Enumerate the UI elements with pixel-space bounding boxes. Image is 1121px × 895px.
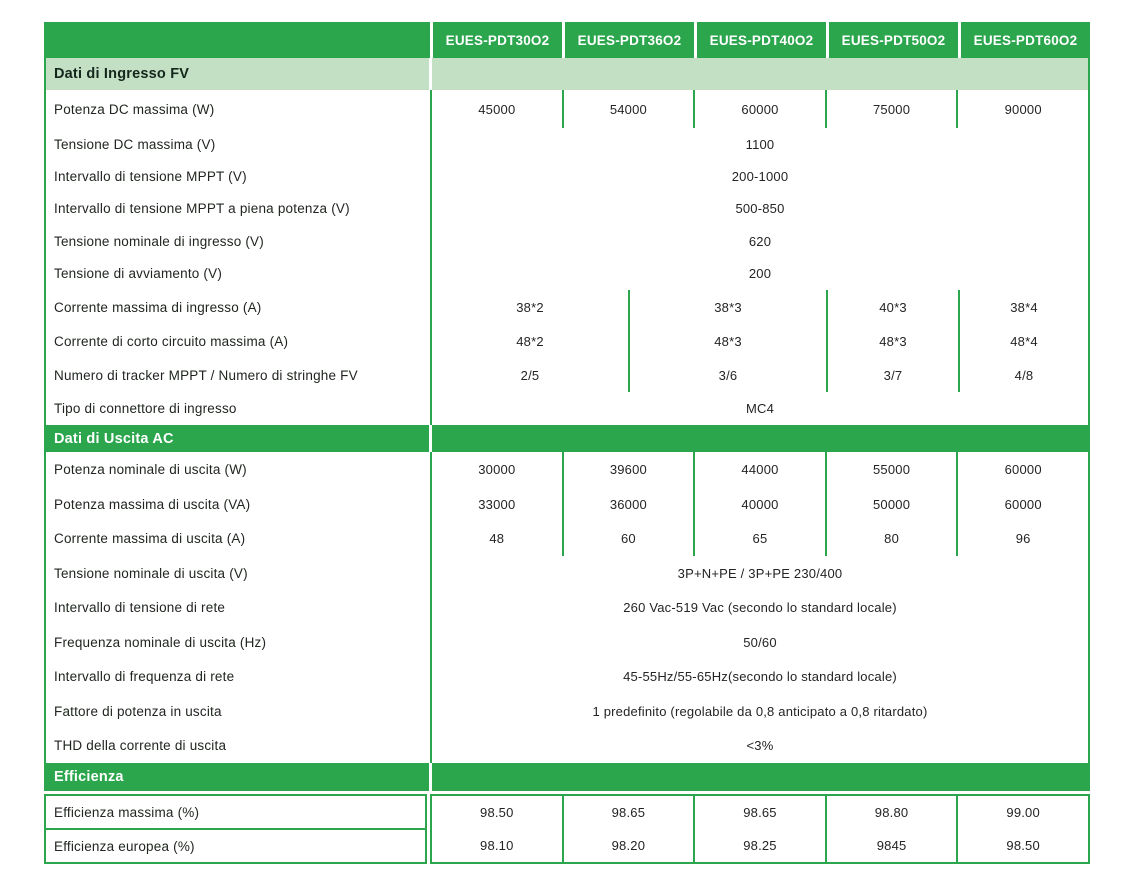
row-label: Corrente di corto circuito massima (A) bbox=[54, 333, 289, 349]
value-cell: 60 bbox=[620, 531, 636, 547]
spec-row-dc-voltage bbox=[46, 128, 1088, 160]
value-cell: 33000 bbox=[478, 496, 516, 512]
row-label: Frequenza nominale di uscita (Hz) bbox=[46, 625, 432, 659]
fv-block-values bbox=[432, 290, 1088, 392]
value-cell: 39600 bbox=[609, 461, 647, 477]
value-cell: 38*2 bbox=[516, 299, 544, 315]
spec-row-grid-voltage bbox=[46, 590, 1088, 625]
model-col-4 bbox=[827, 452, 959, 556]
table-header-row bbox=[44, 22, 1090, 58]
value-cell: 60000 bbox=[1004, 461, 1042, 477]
merged-col-2 bbox=[630, 290, 828, 392]
value-cell: 98.50 bbox=[1006, 838, 1040, 853]
value-cell: 98.50 bbox=[480, 805, 514, 820]
model-header-2: EUES-PDT36O2 bbox=[562, 22, 694, 58]
header-empty-cell bbox=[44, 22, 430, 58]
row-label: Tensione nominale di ingresso (V) bbox=[46, 225, 432, 257]
spec-row-dc-power bbox=[46, 90, 1088, 128]
value-span: 260 Vac-519 Vac (secondo lo standard locale) bbox=[623, 600, 897, 615]
value-cell: 98.65 bbox=[743, 805, 777, 820]
value-cell: 30000 bbox=[478, 461, 516, 477]
value-cell: 48 bbox=[489, 531, 505, 547]
value-span: 200 bbox=[748, 266, 772, 281]
row-label: Efficienza europea (%) bbox=[44, 830, 427, 864]
spec-row-thd bbox=[46, 728, 1088, 763]
row-label: THD della corrente di uscita bbox=[46, 728, 432, 763]
model-header-5: EUES-PDT60O2 bbox=[958, 22, 1090, 58]
value-cell: 9845 bbox=[876, 838, 907, 853]
spec-table bbox=[44, 22, 1090, 864]
ac-block-labels bbox=[46, 452, 432, 556]
model-col-1 bbox=[432, 452, 564, 556]
section-band-eff bbox=[46, 763, 1088, 791]
section-title-ac: Dati di Uscita AC bbox=[46, 425, 432, 452]
row-label: Intervallo di tensione di rete bbox=[46, 590, 432, 625]
efficiency-body bbox=[44, 791, 1090, 864]
efficiency-values bbox=[430, 794, 1090, 864]
value-cell: 48*2 bbox=[516, 333, 544, 349]
row-label: Tipo di connettore di ingresso bbox=[46, 392, 432, 425]
section-band-ac bbox=[46, 425, 1088, 452]
value-span: 50/60 bbox=[743, 634, 777, 650]
value-cell: 75000 bbox=[827, 90, 959, 128]
value-span: 620 bbox=[748, 233, 772, 249]
fv-block-labels bbox=[46, 290, 432, 392]
value-cell: 36000 bbox=[609, 496, 647, 512]
spec-row-nominal-freq bbox=[46, 625, 1088, 659]
value-cell: 60000 bbox=[1004, 496, 1042, 512]
value-cell: 38*3 bbox=[714, 299, 742, 315]
value-cell: 45000 bbox=[432, 90, 564, 128]
row-label: Potenza DC massima (W) bbox=[46, 90, 432, 128]
model-header-3: EUES-PDT40O2 bbox=[694, 22, 826, 58]
spec-row-nominal-in bbox=[46, 225, 1088, 257]
value-span: 3P+N+PE / 3P+PE 230/400 bbox=[677, 565, 843, 581]
value-cell: 60000 bbox=[695, 90, 827, 128]
model-col-2 bbox=[564, 796, 696, 862]
row-label: Tensione DC massima (V) bbox=[46, 128, 432, 160]
model-col-5 bbox=[958, 796, 1088, 862]
spec-row-power-factor bbox=[46, 694, 1088, 728]
model-col-3 bbox=[695, 796, 827, 862]
model-col-4 bbox=[827, 796, 959, 862]
value-cell: 2/5 bbox=[520, 367, 540, 383]
value-cell: 55000 bbox=[873, 461, 911, 477]
spec-row-nominal-voltage bbox=[46, 556, 1088, 590]
ac-per-model-block bbox=[46, 452, 1088, 556]
value-cell: 4/8 bbox=[1014, 367, 1034, 383]
model-col-2 bbox=[564, 452, 696, 556]
row-label: Efficienza massima (%) bbox=[44, 794, 427, 830]
model-header-4: EUES-PDT50O2 bbox=[826, 22, 958, 58]
fv-merged-block bbox=[46, 290, 1088, 392]
value-span: <3% bbox=[746, 738, 774, 753]
row-label: Intervallo di tensione MPPT a piena potenza (V) bbox=[46, 192, 432, 225]
value-cell: 98.80 bbox=[874, 805, 909, 820]
value-cell: 65 bbox=[752, 531, 768, 547]
value-cell: 98.25 bbox=[743, 838, 777, 853]
value-cell: 38*4 bbox=[1010, 299, 1038, 315]
value-cell: 40*3 bbox=[879, 299, 907, 315]
value-cell: 50000 bbox=[873, 496, 911, 512]
merged-col-3 bbox=[828, 290, 960, 392]
value-cell: 48*3 bbox=[879, 333, 907, 349]
spec-row-connector bbox=[46, 392, 1088, 425]
row-label: Fattore di potenza in uscita bbox=[46, 694, 432, 728]
section-title-eff: Efficienza bbox=[46, 763, 432, 791]
spec-row-mppt-range bbox=[46, 160, 1088, 192]
value-span: 1 predefinito (regolabile da 0,8 anticipato a 0,8 ritardato) bbox=[592, 703, 928, 719]
model-col-1 bbox=[432, 796, 564, 862]
value-span: 1100 bbox=[745, 136, 775, 152]
row-label: Corrente massima di uscita (A) bbox=[54, 531, 246, 547]
model-col-5 bbox=[958, 452, 1088, 556]
value-cell: 44000 bbox=[741, 461, 779, 477]
row-label: Numero di tracker MPPT / Numero di stringhe FV bbox=[54, 367, 358, 383]
value-cell: 40000 bbox=[741, 496, 779, 512]
row-label: Intervallo di tensione MPPT (V) bbox=[46, 160, 432, 192]
row-label: Corrente massima di ingresso (A) bbox=[54, 299, 262, 315]
value-span: MC4 bbox=[745, 401, 775, 416]
value-cell: 98.20 bbox=[611, 838, 646, 853]
row-label: Tensione di avviamento (V) bbox=[46, 257, 432, 290]
value-cell: 48*3 bbox=[714, 333, 742, 349]
value-span: 500-850 bbox=[735, 201, 785, 216]
value-span: 200-1000 bbox=[731, 168, 789, 184]
value-cell: 98.65 bbox=[611, 805, 646, 820]
row-label: Tensione nominale di uscita (V) bbox=[46, 556, 432, 590]
value-cell: 48*4 bbox=[1010, 333, 1038, 349]
value-cell: 54000 bbox=[564, 90, 696, 128]
value-cell: 90000 bbox=[1004, 101, 1042, 117]
model-col-3 bbox=[695, 452, 827, 556]
merged-col-1 bbox=[432, 290, 630, 392]
spec-row-startup bbox=[46, 257, 1088, 290]
value-cell: 96 bbox=[1015, 531, 1031, 547]
table-body bbox=[44, 58, 1090, 791]
value-cell: 3/7 bbox=[883, 367, 903, 383]
value-cell: 3/6 bbox=[718, 367, 738, 383]
ac-block-values bbox=[432, 452, 1088, 556]
section-title-fv: Dati di Ingresso FV bbox=[46, 58, 432, 90]
spec-row-mppt-full bbox=[46, 192, 1088, 225]
value-span: 45-55Hz/55-65Hz(secondo lo standard locale) bbox=[623, 669, 897, 684]
value-cell: 99.00 bbox=[1006, 805, 1040, 820]
value-cell: 98.10 bbox=[480, 838, 514, 853]
spec-row-grid-freq bbox=[46, 659, 1088, 694]
value-cell: 80 bbox=[884, 531, 900, 547]
efficiency-labels bbox=[44, 794, 427, 864]
model-header-1: EUES-PDT30O2 bbox=[430, 22, 562, 58]
row-values bbox=[432, 90, 1088, 128]
row-label: Intervallo di frequenza di rete bbox=[46, 659, 432, 694]
section-band-fv bbox=[46, 58, 1088, 90]
row-label: Potenza massima di uscita (VA) bbox=[54, 496, 251, 512]
row-label: Potenza nominale di uscita (W) bbox=[54, 461, 247, 477]
merged-col-4 bbox=[960, 290, 1088, 392]
